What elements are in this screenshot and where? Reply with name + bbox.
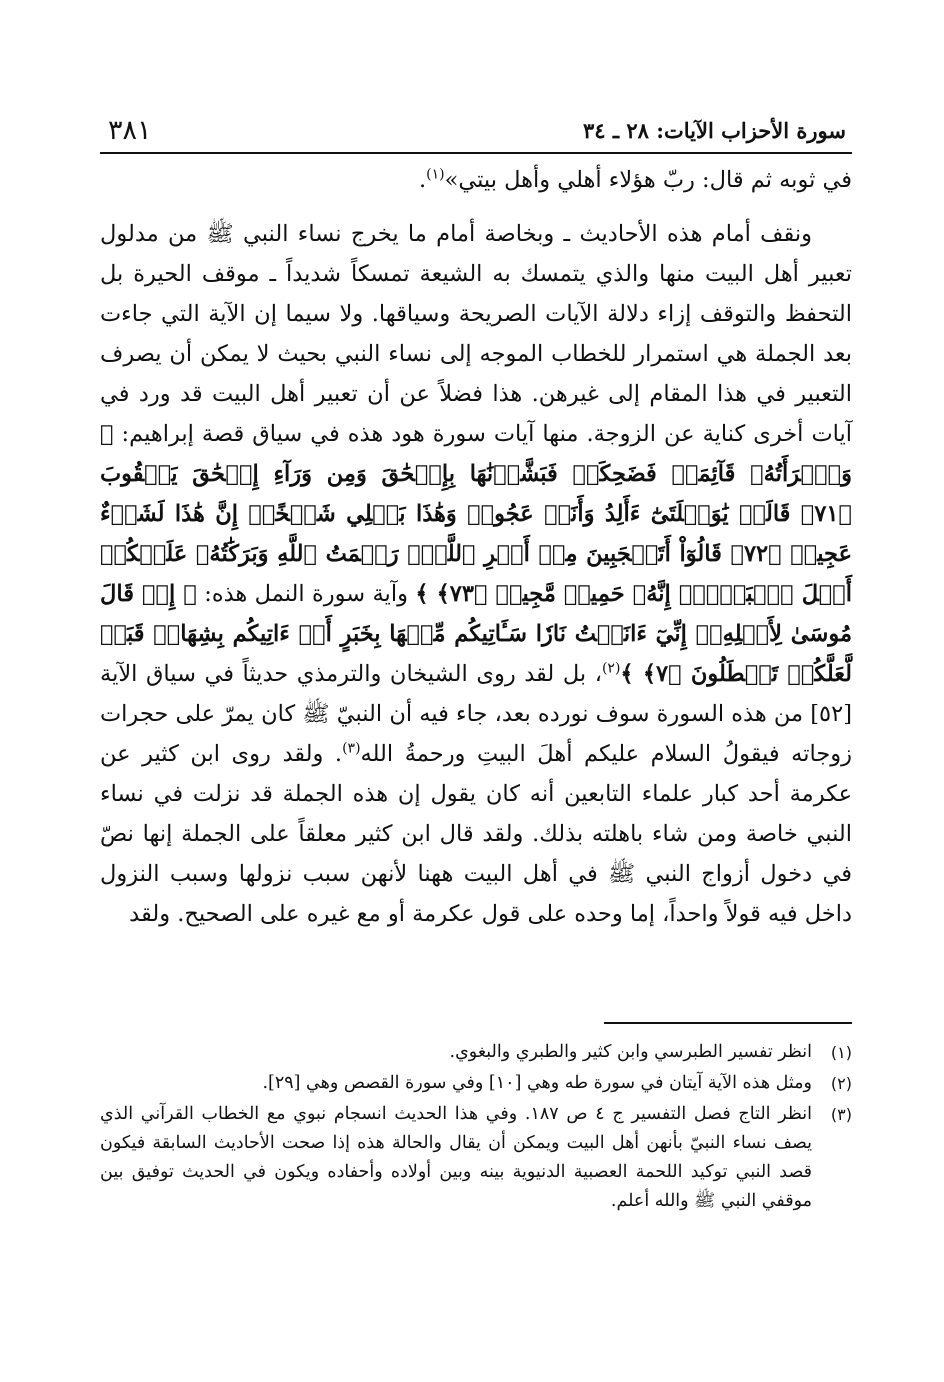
quran-verse-naml: ﴿ إِذۡ قَالَ مُوسَىٰ لِأَهۡلِهِۦٓ إِنِّيٓ ءَانَسۡتُ نَارٗا سَـَٔاتِيكُم مِّنۡهَا بِخَبَرٍ أَوۡ ءَاتِيكُم بِشِهَابٖ قَبَسٖ لَّعَلَّكُمۡ تَصۡطَلُونَ ﴿٧﴾ ﴾ [100,581,853,687]
paragraph-2 [100,214,852,934]
footnote-text: ومثل هذه الآية آيتان في سورة طه وهي [١٠] وفي سورة القصص وهي [٢٩]. [262,1073,812,1093]
footnote-ref-2: (٢) [601,660,621,677]
footnotes [100,1038,852,1218]
footnote-number: (١) [830,1043,852,1062]
paragraph-1 [100,160,852,200]
page-number: ٣٨١ [108,115,152,146]
footnote-rule [604,1022,852,1024]
footnote-ref-1: (١) [426,166,445,183]
footnote-1 [100,1038,852,1067]
paragraph-2-part-2: وآية سورة النمل هذه: [204,581,408,607]
book-page [100,108,852,1348]
footnote-2 [100,1069,852,1098]
footnote-3 [100,1100,852,1216]
paragraph-1-text: في ثوبه ثم قال: ربّ هؤلاء أهلي وأهل بيتي» [444,167,852,193]
footnote-text: انظر تفسير الطبرسي وابن كثير والطبري والبغوي. [449,1042,812,1062]
page-header [100,108,852,148]
running-title: سورة الأحزاب الآيات: ٢٨ ـ ٣٤ [583,118,846,143]
footnote-text: انظر التاج فصل التفسير ج ٤ ص ١٨٧. وفي هذا الحديث انسجام نبوي مع الخطاب القرآني الذي يصف نساء النبيّ بأنهن أهل البيت ويمكن أن يقال والحالة هذه إذا صحت الأحاديث السابقة فيكون قصد النبي توكيد اللحمة العصبية الدنيوية بينه وبين أولاده وأحفاده ويكون في الحديث توفيق بين موقفي النبي ﷺ والله أعلم. [100,1104,812,1211]
paragraph-1-end: . [419,167,427,193]
footnote-number: (٣) [830,1105,852,1124]
paragraph-2-part-1: ونقف أمام هذه الأحاديث ـ وبخاصة أمام ما يخرج نساء النبي ﷺ من مدلول تعبير أهل البيت منها والذي يتمسك به الشيعة تمسكاً شديداً ـ موقف الحيرة بل التحفظ والتوقف إزاء دلالة الآيات الصريحة وسياقها. ولا سيما إن الآية التي جاءت بعد الجملة هي استمرار للخطاب الموجه إلى نساء النبي بحيث لا يمكن أن يصرف التعبير في هذا المقام إلى غيرهن. هذا فضلاً عن أن تعبير أهل البيت قد ورد في آيات أخرى كناية عن الزوجة. منها آيات سورة هود هذه في سياق قصة إبراهيم: [100,221,852,447]
paragraph-2-part-4: . ولقد روى ابن كثير عن عكرمة أحد كبار علماء التابعين أنه كان يقول إن هذه الجملة قد نزلت في نساء النبي خاصة ومن شاء باهلته بذلك. ولقد قال ابن كثير معلقاً على الجملة إنها نصّ في دخول أزواج النبي ﷺ في أهل البيت ههنا لأنهن سبب نزولها وسبب النزول داخل فيه قولاً واحداً، إما وحده على قول عكرمة أو مع غيره على الصحيح. ولقد [100,741,852,927]
footnote-number: (٢) [830,1074,852,1093]
paragraph-2-part-3: ، بل لقد روى الشيخان والترمذي حديثاً في سياق الآية [٥٢] من هذه السورة سوف نورده بعد، جاء فيه أن النبيّ ﷺ كان يمرّ على حجرات زوجاته فيقولُ السلام عليكم أهلَ البيتِ ورحمةُ الله [100,661,852,767]
main-text [100,160,852,934]
quran-verse-hud: ﴿ وَٱمۡرَأَتُهُۥ قَآئِمَةٞ فَضَحِكَتۡ فَبَشَّرۡنَٰهَا بِإِسۡحَٰقَ وَمِن وَرَآءِ إِسۡحَٰقَ يَعۡقُوبَ ﴿٧١﴾ قَالَتۡ يَٰوَيۡلَتَىٰٓ ءَأَلِدُ وَأَنَا۠ عَجُوزٞ وَهَٰذَا بَعۡلِي شَيۡخًاۖ إِنَّ هَٰذَا لَشَيۡءٌ عَجِيبٞ ﴿٧٢﴾ قَالُوٓاْ أَتَعۡجَبِينَ مِنۡ أَمۡرِ ٱللَّهِۖ رَحۡمَتُ ٱللَّهِ وَبَرَكَٰتُهُۥ عَلَيۡكُمۡ أَهۡلَ ٱلۡبَيۡتِۚ إِنَّهُۥ حَمِيدٞ مَّجِيدٞ ﴿٧٣﴾ ﴾ [100,421,853,607]
footnote-ref-3: (٣) [342,740,361,757]
header-rule [100,152,852,154]
